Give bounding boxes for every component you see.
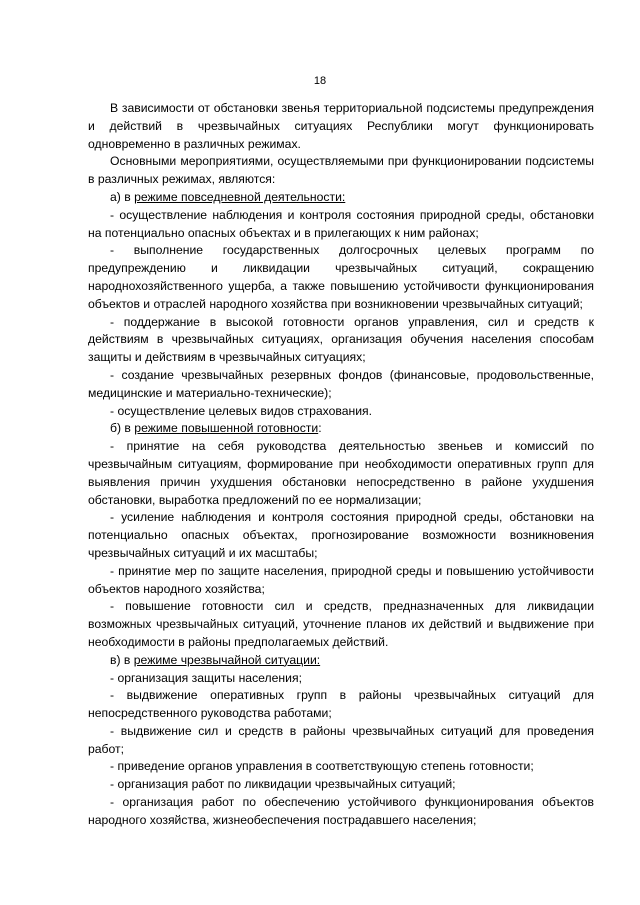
regime-c-item: - выдвижение сил и средств в районы чрезвычайных ситуаций для проведения работ; <box>88 723 594 756</box>
document-body <box>88 100 594 830</box>
regime-a-item: - создание чрезвычайных резервных фондов (финансовые, продовольственные, медицинские и материально-технические); <box>88 367 594 400</box>
regime-c-item: - организация работ по обеспечению устойчивого функционирования объектов народного хозяйства, жизнеобеспечения пострадавшего населения; <box>88 795 594 827</box>
regime-c-item: - организация работ по ликвидации чрезвычайных ситуаций; <box>110 777 456 792</box>
regime-b-prefix: б) в <box>110 421 135 436</box>
regime-a-item: - осуществление целевых видов страхования. <box>110 403 373 418</box>
regime-a-title: режиме повседневной деятельности: <box>134 189 346 204</box>
regime-c-item: - организация защиты населения; <box>110 670 302 685</box>
regime-c-prefix: в) в <box>110 652 134 667</box>
regime-a-item: - поддержание в высокой готовности органов управления, сил и средств к действиям в чрезвычайных ситуациях, организация обучения населения способам защиты и действиям в чрезвычайных ситуациях; <box>88 314 594 365</box>
regime-a-prefix: а) в <box>110 189 135 204</box>
regime-b-title: режиме повышенной готовности <box>134 421 319 436</box>
regime-c-item: - выдвижение оперативных групп в районы чрезвычайных ситуаций для непосредственного руководства работами; <box>88 688 594 721</box>
regime-a-item: - осуществление наблюдения и контроля состояния природной среды, обстановки на потенциально опасных объектах и в прилегающих к ним районах; <box>88 207 594 240</box>
regime-b-item: - повышение готовности сил и средств, предназначенных для ликвидации возможных чрезвычайных ситуаций, уточнение планов их действий и выдвижение при необходимости в районы предполагаемых действий. <box>88 599 594 649</box>
regime-b-item: - усиление наблюдения и контроля состояния природной среды, обстановки на потенциально опасных объектах, прогнозирование возможности возникновения чрезвычайных ситуаций и их масштабы; <box>88 510 594 560</box>
regime-b-item: - принятие мер по защите населения, природной среды и повышению устойчивости объектов народного хозяйства; <box>88 563 594 596</box>
regime-b-heading <box>88 420 594 438</box>
page-number: 18 <box>313 75 327 87</box>
intro-paragraph: Основными мероприятиями, осуществляемыми при функционировании подсистемы в различных режимах, являются: <box>88 154 594 187</box>
regime-b-item: - принятие на себя руководства деятельностью звеньев и комиссий по чрезвычайным ситуациям, формирование при необходимости оперативных групп для выявления причин ухудшения обстановки непосредственно в районе ухудшения обстановки, выработка предложений по ее нормализации; <box>88 439 594 507</box>
regime-a-item: - выполнение государственных долгосрочных целевых программ по предупреждению и ликвидации чрезвычайных ситуаций, сокращению народнохозяйственного ущерба, а также повышению устойчивости функционирования объектов и отраслей народного хозяйства при возникновении чрезвычайных ситуаций; <box>88 243 594 311</box>
regime-c-item: - приведение органов управления в соответствующую степень готовности; <box>110 759 534 774</box>
intro-paragraph: В зависимости от обстановки звенья территориальной подсистемы предупреждения и действий в чрезвычайных ситуациях Республики могут функционировать одновременно в различных режимах. <box>88 101 594 151</box>
regime-c-title: режиме чрезвычайной ситуации: <box>133 652 321 667</box>
regime-c-heading <box>88 652 594 670</box>
regime-a-heading <box>88 189 594 207</box>
regime-b-suffix: : <box>318 421 322 436</box>
